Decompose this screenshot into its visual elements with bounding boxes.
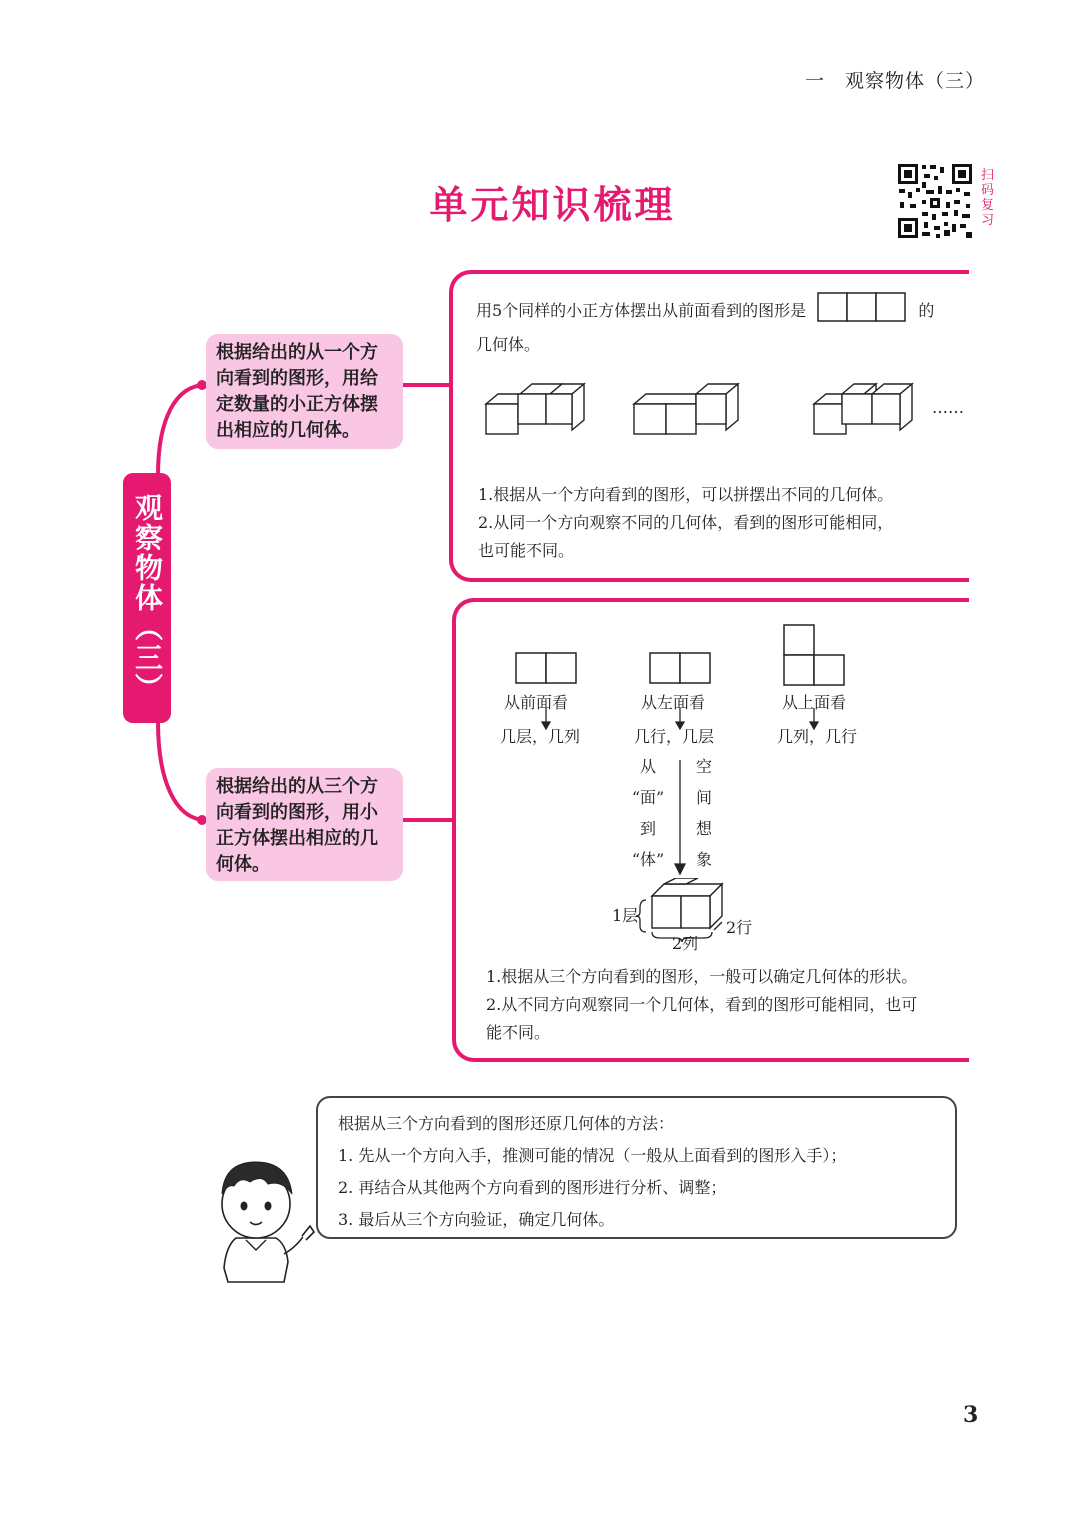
panel1-note-3: 也可能不同。	[478, 541, 575, 560]
tip-line-3: 2. 再结合从其他两个方向看到的图形进行分析、调整；	[338, 1178, 727, 1197]
tip-line-2: 1. 先从一个方向入手，推测可能的情况（一般从上面看到的图形入手）；	[338, 1146, 847, 1165]
panel1-intro-a: 用5个同样的小正方体摆出从前面看到的图形是	[476, 301, 807, 320]
branch-three-directions: 根据给出的从三个方向看到的图形，用小正方体摆出相应的几何体。	[206, 768, 403, 881]
qr-caption: 扫码复习	[981, 168, 995, 228]
vertical-right-4: 象	[695, 850, 712, 869]
panel2-note-2: 2.从不同方向观察同一个几何体，看到的图形可能相同，也可	[486, 995, 918, 1014]
vertical-right-3: 想	[695, 819, 712, 838]
panel1-note-2: 2.从同一个方向观察不同的几何体，看到的图形可能相同，	[478, 513, 894, 532]
tip-line-4: 3. 最后从三个方向验证，确定几何体。	[338, 1210, 615, 1229]
boy-illustration	[206, 1150, 318, 1286]
panel2-note-1: 1.根据从三个方向看到的图形，一般可以确定几何体的形状。	[486, 967, 918, 986]
tip-box	[316, 1096, 957, 1239]
vertical-left-4: “体”	[631, 850, 665, 869]
view-label-front: 从前面看	[503, 693, 568, 712]
layer-label: 1层	[612, 906, 639, 925]
panel1-intro-b: 的	[918, 301, 935, 320]
vertical-text-spatial-imagination	[684, 751, 724, 875]
page-number: 3	[963, 1402, 979, 1428]
panel1-intro-c: 几何体。	[476, 335, 541, 354]
tip-line-1: 根据从三个方向看到的图形还原几何体的方法：	[338, 1114, 675, 1133]
running-head: 一 观察物体（三）	[804, 70, 985, 92]
vertical-right-2: 间	[695, 788, 712, 807]
panel1-note-1: 1.根据从一个方向看到的图形，可以拼摆出不同的几何体。	[478, 485, 894, 504]
column-label: 2列	[672, 934, 699, 953]
page-title: 单元知识梳理	[429, 183, 676, 227]
branch-one-direction: 根据给出的从一个方向看到的图形，用给定数量的小正方体摆出相应的几何体。	[206, 334, 403, 449]
panel2-note-3: 能不同。	[486, 1023, 551, 1042]
center-node-topic: 观察物体（三）	[123, 473, 171, 723]
dims-left: 几行，几层	[633, 727, 714, 746]
vertical-left-2: “面”	[631, 788, 665, 807]
vertical-left-1: 从	[639, 757, 656, 776]
ellipsis: ……	[932, 398, 964, 417]
dims-front: 几层，几列	[499, 727, 580, 746]
panel2-notes	[486, 963, 976, 1047]
vertical-text-face-to-solid	[628, 751, 668, 875]
view-label-left: 从左面看	[640, 693, 705, 712]
vertical-right-1: 空	[695, 757, 712, 776]
dims-top: 几列，几行	[776, 727, 857, 746]
row-label: 2行	[726, 918, 753, 937]
vertical-left-3: 到	[639, 819, 656, 838]
view-label-top: 从上面看	[781, 693, 846, 712]
